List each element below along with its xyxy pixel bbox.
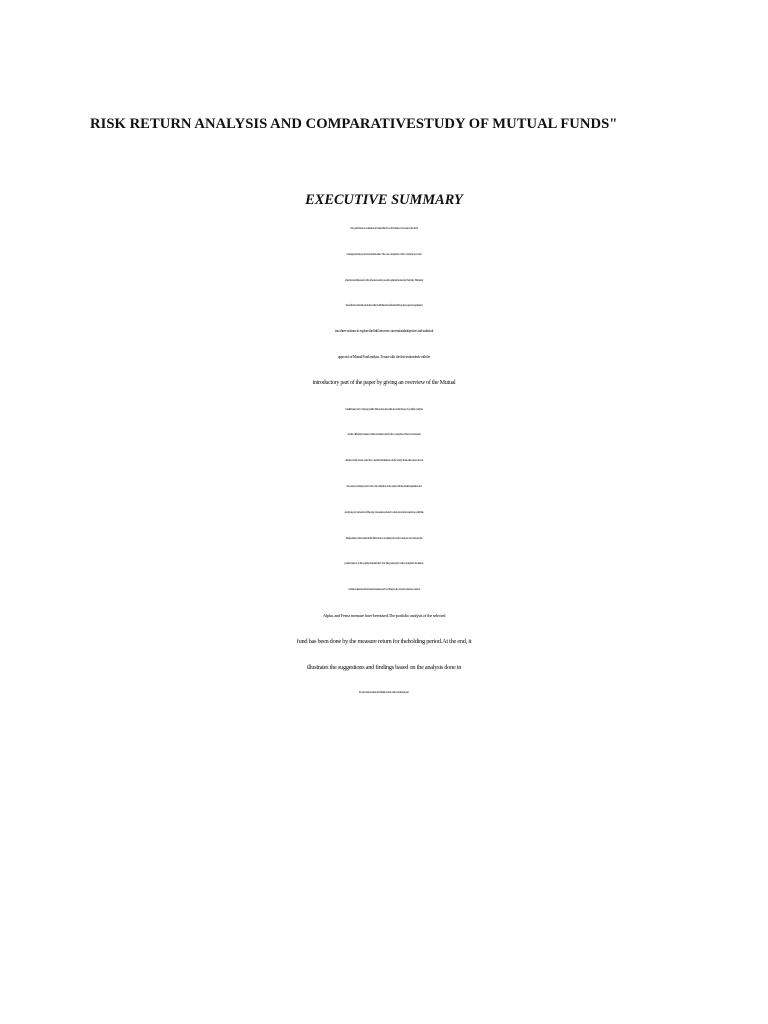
summary-line: performance of the equitymutual fund. For this purpose β-value, standard deviation, bbox=[344, 561, 424, 566]
summary-line: interpretation of the results.In the third section, an attempt is made to analyse and compare the bbox=[345, 536, 423, 540]
document-title: RISK RETURN ANALYSIS AND COMPARATIVESTUDY OF MUTUAL FUNDS" bbox=[90, 116, 618, 132]
summary-line: details on the need, objective, and the limitations of the study. It alsodiscusses about bbox=[345, 458, 423, 463]
executive-summary-paragraph bbox=[0, 216, 768, 706]
section-heading: EXECUTIVE SUMMARY bbox=[305, 192, 463, 208]
summary-line: tries tofind out the risk and return allied with the mutual funds.This project paper is segmented bbox=[345, 304, 423, 308]
summary-line: into three sections to explore the link between conventionalsubjective and statistical bbox=[334, 329, 434, 334]
summary-line: illustrates the suggestions and findings based on the analysis done in bbox=[306, 663, 462, 671]
summary-line: The performance evaluation of mutual fund is a vital matter of concern to the fund bbox=[350, 227, 418, 230]
summary-line: approach of Mutual Fund analysis. To start with, the first sectiondeals with the bbox=[338, 354, 430, 359]
summary-line: Alpha, and Fema measure have beenused.The portfolio analysis of the selected bbox=[322, 612, 446, 618]
summary-line: analysis part wherein all the key measures related to risk and return aredone with the bbox=[344, 509, 424, 514]
summary-line: and the different measures of risk and return used for the comparison.The second section bbox=[347, 433, 421, 437]
summary-line: fund has been done by the measure return for theholding period.At the end, it bbox=[296, 637, 472, 645]
summary-line: the previous sections and finally it deals with conclusion part. bbox=[359, 691, 409, 695]
summary-line: and risk adjusted performancemeasures such as Sharpe ratio, Treynor measure, Jenson bbox=[348, 588, 420, 592]
summary-line: managers,investors, and researchers alike. The core competence of the company is to meet bbox=[346, 252, 422, 256]
summary-line: introductory part of the paper by giving an overview of the Mutual bbox=[312, 379, 456, 386]
summary-line: objectivesand the needs of the investors and to provide optimum return for their risk. This study bbox=[344, 278, 424, 282]
summary-line: fundindustry and company profile.This section also talks about the theory of portfolio analysis bbox=[345, 407, 423, 411]
summary-line: the sources and the period for the data collection. It also deals with the datainterpretation and bbox=[346, 484, 422, 488]
